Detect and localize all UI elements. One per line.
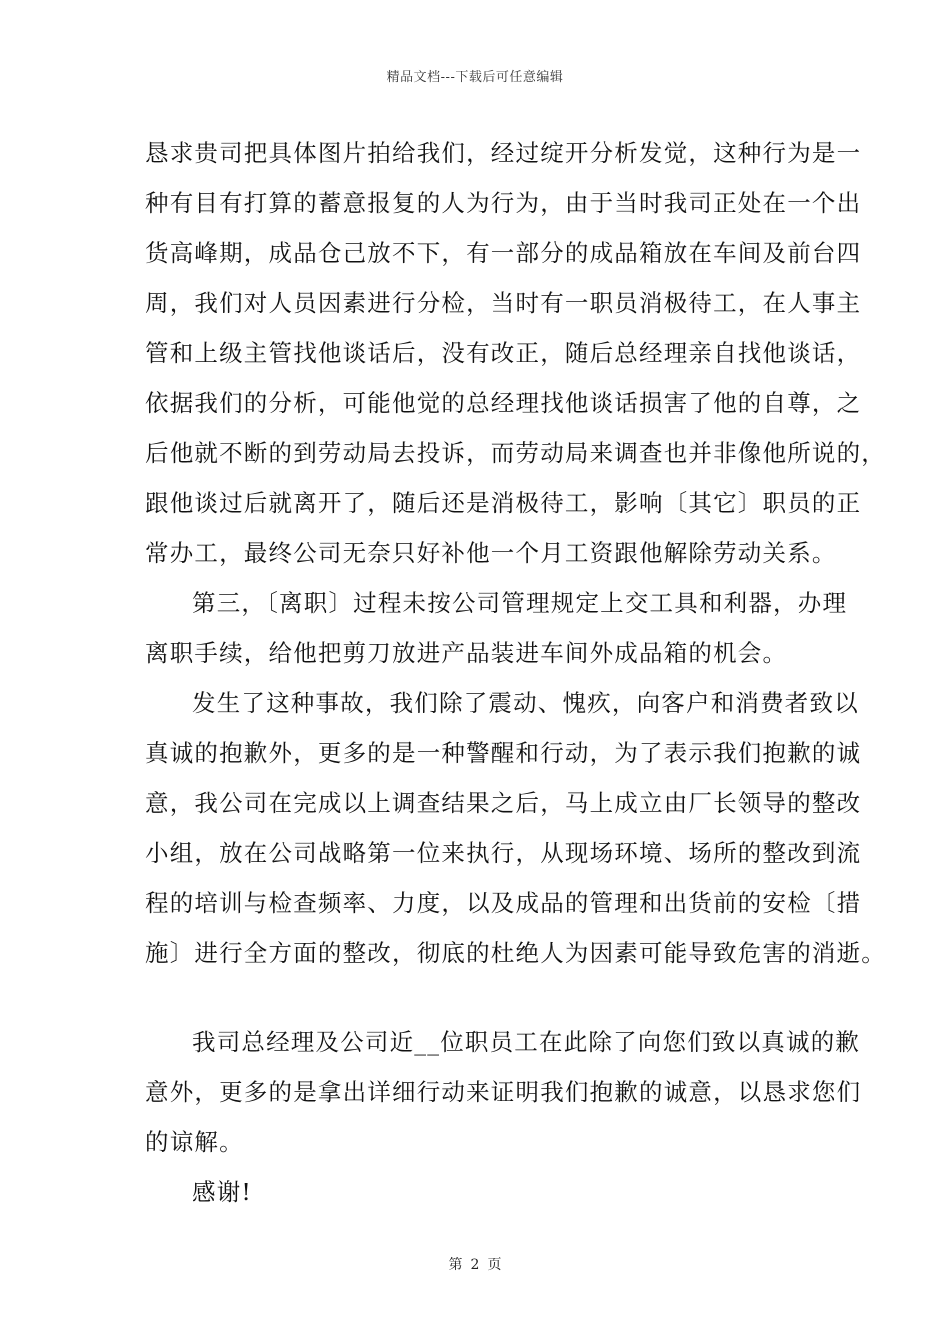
paragraph-2: [145, 578, 848, 678]
page-header: 精品文档---下载后可任意编辑: [386, 70, 564, 85]
paragraph-5: [145, 1167, 825, 1217]
text-line: 第三，〔离职〕过程未按公司管理规定上交工具和利器，办理: [192, 589, 848, 617]
document-body: [145, 128, 886, 1217]
text-line: 货高峰期，成品仓己放不下，有一部分的成品箱放在车间及前台四: [145, 239, 862, 267]
text-line: 种有目有打算的蓄意报复的人为行为，由于当时我司正处在一个出: [145, 189, 862, 217]
text-line: 周，我们对人员因素进行分检，当时有一职员消极待工，在人事主: [145, 289, 862, 317]
page-number-prefix: 第: [448, 1257, 463, 1273]
text-line: 小组，放在公司战略第一位来执行，从现场环境、场所的整改到流: [145, 839, 862, 867]
paragraph-4: [145, 1017, 862, 1167]
text-line: 真诚的抱歉外，更多的是一种警醒和行动，为了表示我们抱歉的诚: [145, 739, 862, 767]
page-footer: [0, 1254, 950, 1274]
page-number-suffix: 页: [487, 1257, 502, 1273]
text-line: 的谅解。: [145, 1128, 244, 1156]
text-line: 我司总经理及公司近__位职员工在此除了向您们致以真诚的歉: [192, 1028, 861, 1056]
text-line: 常办工，最终公司无奈只好补他一个月工资跟他解除劳动关系。: [145, 539, 837, 567]
text-line: 发生了这种事故，我们除了震动、愧疚，向客户和消费者致以: [192, 689, 859, 717]
paragraph-1: [145, 128, 886, 578]
text-line: 意，我公司在完成以上调查结果之后，马上成立由厂长领导的整改: [145, 789, 862, 817]
text-line: 依据我们的分析，可能他觉的总经理找他谈话损害了他的自尊，之: [145, 389, 862, 417]
text-line: 感谢!: [192, 1178, 253, 1206]
page-number: 2: [470, 1257, 480, 1273]
text-line: 程的培训与检查频率、力度，以及成品的管理和出货前的安检〔措: [145, 889, 862, 917]
text-line: 跟他谈过后就离开了，随后还是消极待工，影响〔其它〕职员的正: [145, 489, 862, 517]
paragraph-3: [145, 678, 886, 978]
text-line: 施〕进行全方面的整改，彻底的杜绝人为因素可能导致危害的消逝。: [145, 939, 886, 967]
text-line: 后他就不断的到劳动局去投诉，而劳动局来调查也并非像他所说的，: [145, 439, 886, 467]
text-line: 恳求贵司把具体图片拍给我们，经过绽开分析发觉，这种行为是一: [145, 139, 862, 167]
text-line: 管和上级主管找他谈话后，没有改正，随后总经理亲自找他谈话，: [145, 339, 862, 367]
text-line: 意外，更多的是拿出详细行动来证明我们抱歉的诚意，以恳求您们: [145, 1078, 862, 1106]
text-line: 离职手续，给他把剪刀放进产品装进车间外成品箱的机会。: [145, 639, 788, 667]
paragraph-spacer: [145, 978, 825, 1017]
